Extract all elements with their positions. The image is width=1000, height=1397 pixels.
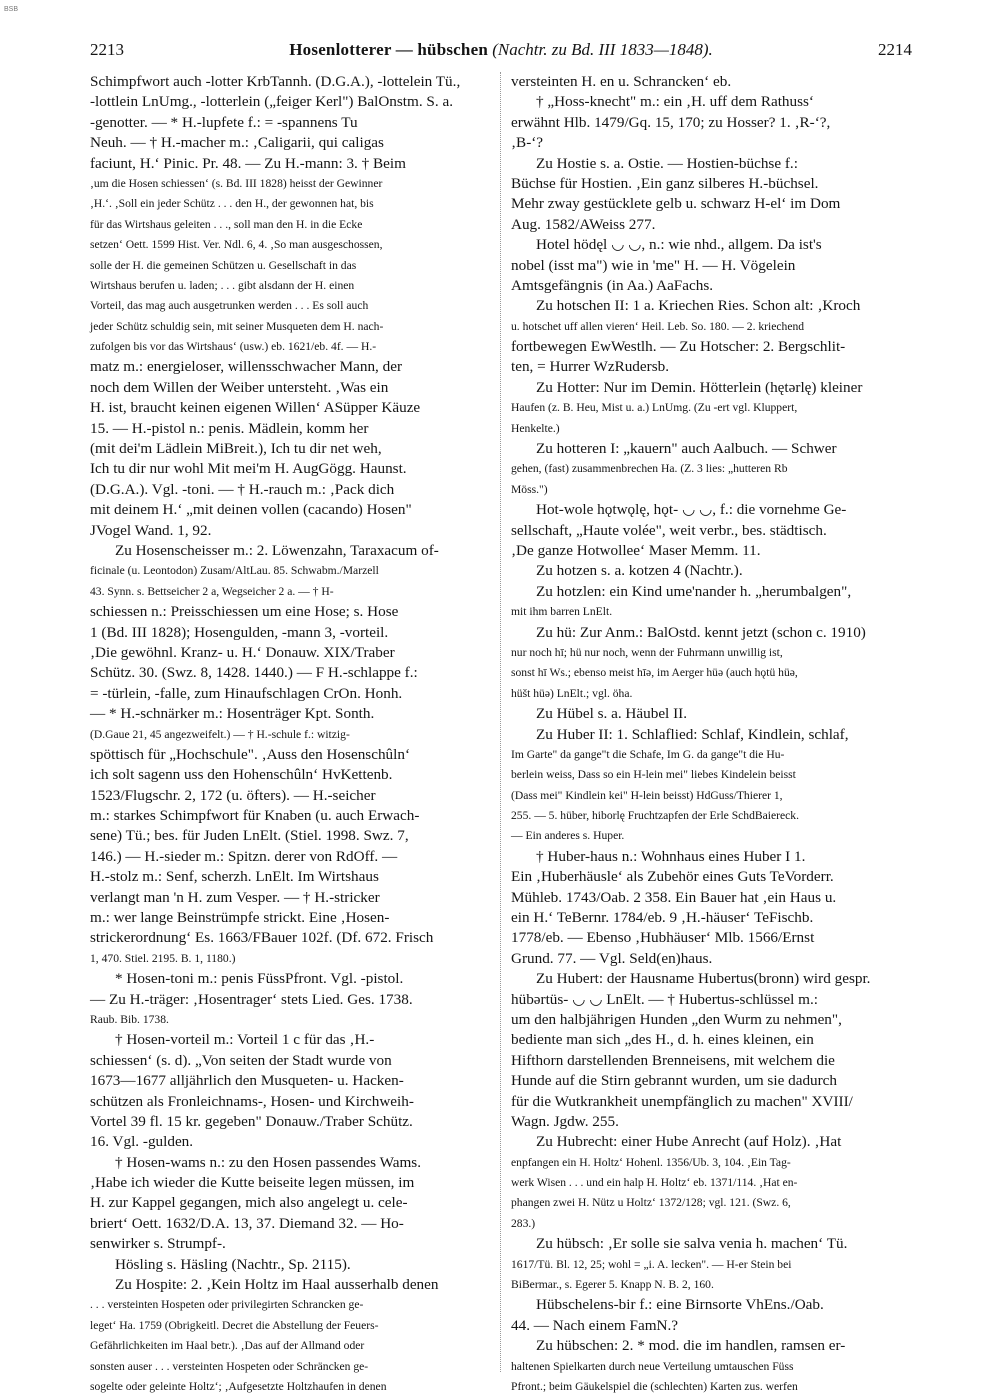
text-line: — Zu H.-träger: ‚Hosentrager‘ stets Lied. Ges. 1738. — [90, 990, 413, 1008]
text-line: Zu hotteren I: „kauern" auch Aalbuch. — Schwer — [536, 440, 837, 458]
text-line: setzen‘ Oett. 1599 Hist. Ver. Ndl. 6, 4. ‚So man ausgeschossen, — [90, 238, 383, 252]
text-line: Zu Huber II: 1. Schlaflied: Schlaf, Kindlein, schlaf, — [536, 725, 849, 743]
text-line: Mehr zway gestücklete gelb u. schwarz H-el‘ im Dom — [511, 195, 841, 213]
text-line: für das Wirtshaus geleiten . . ., soll man den H. in die Ecke — [90, 217, 363, 231]
text-line: verlangt man 'n H. zum Vesper. — † H.-stricker — [90, 888, 380, 906]
page-header — [90, 40, 912, 64]
library-stamp: BSB — [4, 6, 19, 13]
text-line: für die Wutkrankheit unempfänglich zu machen" XVIII/ — [511, 1092, 853, 1110]
text-line: Vortel 39 fl. 15 kr. gegeben" Donauw./Traber Schütz. — [90, 1112, 413, 1130]
text-line: Mühleb. 1743/Oab. 2 358. Ein Bauer hat ‚ein Haus u. — [511, 888, 837, 906]
text-line: Zu Hotter: Nur im Demin. Hötterlein (hętərlę) kleiner — [536, 378, 863, 396]
text-line: sellschaft, „Haute volée", weit verbr., bes. städtisch. — [511, 521, 827, 539]
text-line: ‚De ganze Hotwollee‘ Maser Memm. 11. — [511, 541, 761, 559]
text-line: 1617/Tü. Bl. 12, 25; wohl = „i. A. lecken". — H-er Stein bei — [511, 1257, 792, 1271]
text-line: senwirker s. Strumpf-. — [90, 1235, 226, 1253]
text-line: u. hotschet uff allen vieren‘ Heil. Leb. So. 180. — 2. kriechend — [511, 319, 805, 333]
text-line: — Ein anderes s. Huper. — [511, 829, 625, 843]
text-line: 16. Vgl. -gulden. — [90, 1133, 194, 1151]
text-line: Amtsgefängnis (in Aa.) AaFachs. — [511, 276, 714, 294]
text-line: Hotel hödęl ◡ ◡, n.: wie nhd., allgem. Da ist's — [536, 236, 822, 254]
running-title — [90, 40, 912, 60]
text-line: sogelte oder geleinte Holtz‘; ‚Aufgesetzte Holtzhaufen in denen — [90, 1380, 387, 1393]
text-line: 1523/Flugschr. 2, 172 (u. öfters). — H.-seicher — [90, 786, 376, 804]
text-line: Schimpfwort auch -lotter KrbTannh. (D.G.A.), -lottelein Tü., — [90, 73, 461, 90]
page-number-right: 2214 — [878, 40, 912, 59]
text-line: sonst hī Ws.; ebenso meist hīə, im Aerger hüə (auch hǫtü hüə, — [511, 666, 798, 680]
text-line: ten, = Hurrer WzRudersb. — [511, 358, 670, 376]
text-line: Büchse für Hostien. ‚Ein ganz silberes H.-büchsel. — [511, 174, 819, 192]
text-line: Hunde auf die Stirn gebrannt wurden, um sie dadurch — [511, 1072, 838, 1090]
text-line: Schütz. 30. (Swz. 8, 1428. 1440.) — F H.-schlappe f.: — [90, 664, 418, 682]
text-line: zufolgen bis vor das Wirtshaus‘ (usw.) eb. 1621/eb. 4f. — H.- — [90, 340, 377, 354]
text-line: erwähnt Hlb. 1479/Gq. 15, 170; zu Hosser? 1. ‚R-‘?, — [511, 113, 831, 131]
text-line: hübərtüs- ◡ ◡ LnElt. — † Hubertus-schlüssel m.: — [511, 990, 819, 1008]
column-divider — [500, 72, 501, 1372]
text-line: strickerordnung‘ Es. 1663/FBauer 102f. (Df. 672. Frisch — [90, 929, 434, 947]
text-line: 283.) — [511, 1216, 536, 1230]
text-line: spöttisch für „Hochschule". ‚Auss den Hosenschûln‘ — [90, 745, 411, 763]
text-line: Hübschelens-bir f.: eine Birnsorte VhEns./Oab. — [536, 1296, 824, 1314]
text-line: Wirtshaus berufen u. laden; . . . gibt alsdann der H. einen — [90, 278, 355, 292]
text-line: Gefährlichkeiten im Haal betr.). ‚Das auf der Allmand oder — [90, 1339, 365, 1353]
text-line: Neuh. — † H.-macher m.: ‚Caligarii, qui caligas — [90, 134, 384, 152]
right-column — [511, 72, 913, 1393]
text-line: ‚Die gewöhnl. Kranz- u. H.‘ Donauw. XIX/Traber — [90, 643, 395, 661]
text-line: Im Garte" da gange"t die Schafe, Im G. da gange"t die Hu- — [511, 747, 785, 761]
text-line: Hot-wole hǫtwǫlę, hǫt- ◡ ◡, f.: die vornehme Ge- — [536, 501, 847, 519]
text-line: phangen zwei H. Nütz u Holtz‘ 1372/128; vgl. 121. (Swz. 6, — [511, 1196, 791, 1210]
text-line: = -türlein, -falle, zum Hinaufschlagen CrOn. Honh. — [90, 684, 403, 702]
text-line: H. ist, braucht keinen eigenen Willen‘ ASüpper Käuze — [90, 399, 421, 417]
text-line: 146.) — H.-sieder m.: Spitzn. derer von RdOff. — — [90, 847, 398, 865]
text-line: (mit dei'm Lädlein MiBreit.), Ich tu dir net weh, — [90, 440, 382, 458]
text-line: — * H.-schnärker m.: Hosenträger Kpt. Sonth. — [90, 705, 375, 723]
text-line: † Huber-haus n.: Wohnhaus eines Huber I 1. — [536, 847, 806, 865]
text-line: Henkelte.) — [511, 421, 560, 435]
text-line: Zu hübsch: ‚Er solle sie salva venia h. machen‘ Tü. — [536, 1235, 848, 1253]
text-line: ‚B-‘? — [511, 134, 544, 152]
running-title-ref: (Nachtr. zu Bd. III 1833—1848). — [492, 40, 713, 59]
text-line: Zu hotzen s. a. kotzen 4 (Nachtr.). — [536, 562, 743, 580]
text-line: haltenen Spielkarten durch neue Verteilung umtauschen Füss — [511, 1359, 794, 1373]
text-line: versteinten H. en u. Schrancken‘ eb. — [511, 73, 732, 90]
text-line: Zu Hostie s. a. Ostie. — Hostien-büchse f.: — [536, 154, 798, 172]
running-title-main: Hosenlotterer — hübschen — [289, 40, 488, 59]
text-line: 44. — Nach einem FamN.? — [511, 1316, 679, 1334]
text-line: Möss.") — [511, 482, 548, 496]
text-line: briert‘ Oett. 1632/D.A. 13, 37. Diemand 32. — Ho- — [90, 1214, 404, 1232]
text-line: * Hosen-toni m.: penis FüssPfront. Vgl. -pistol. — [115, 970, 404, 988]
text-line: -genotter. — * H.-lupfete f.: = -spannens Tu — [90, 113, 358, 131]
text-line: 255. — 5. hüber, hiborlę Fruchtzapfen der Erle SchdBaiereck. — [511, 809, 799, 823]
text-line: JVogel Wand. 1, 92. — [90, 521, 212, 539]
text-line: enpfangen ein H. Holtz‘ Hohenl. 1356/Ub. 3, 104. ‚Ein Tag- — [511, 1155, 791, 1169]
left-column — [90, 72, 492, 1393]
text-line: Zu Hubert: der Hausname Hubertus(bronn) wird gespr. — [536, 970, 871, 988]
text-line: Zu hotzlen: ein Kind ume'nander h. „herumbalgen", — [536, 582, 852, 600]
text-line: ‚H.‘. ‚Soll ein jeder Schütz . . . den H., der gewonnen hat, bis — [90, 197, 374, 211]
text-line: werk Wisen . . . und ein halp H. Holtz‘ eb. 1371/114. ‚Hat en- — [511, 1176, 798, 1190]
text-line: † Hosen-vorteil m.: Vorteil 1 c für das ‚H.- — [115, 1031, 375, 1049]
text-line: solle der H. die gemeinen Schützen u. Gesellschaft in das — [90, 258, 357, 272]
text-line: BiBermar., s. Egerer 5. Knapp N. B. 2, 160. — [511, 1278, 714, 1292]
text-line: um den halbjährigen Hunden „den Wurm zu nehmen", — [511, 1010, 842, 1028]
text-line: Hösling s. Häsling (Nachtr., Sp. 2115). — [115, 1255, 351, 1273]
text-line: Grund. 77. — Vgl. Seld(en)haus. — [511, 949, 713, 967]
text-line: Haufen (z. B. Heu, Mist u. a.) LnUmg. (Zu -ert vgl. Kluppert, — [511, 401, 798, 415]
text-line: 1673—1677 alljährlich den Musqueten- u. Hacken- — [90, 1072, 404, 1090]
text-line: Zu hübschen: 2. * mod. die im handlen, ramsen er- — [536, 1337, 846, 1355]
text-line: ‚um die Hosen schiessen‘ (s. Bd. III 1828) heisst der Gewinner — [90, 176, 383, 190]
text-line: gehen, (fast) zusammenbrechen Ha. (Z. 3 lies: „hutteren Rb — [511, 462, 788, 476]
text-line: sonsten auser . . . versteinten Hospeten oder Schräncken ge- — [90, 1359, 369, 1373]
text-line: ‚Habe ich wieder die Kutte beiseite legen müssen, im — [90, 1174, 415, 1192]
text-line: faciunt, H.‘ Pinic. Pr. 48. — Zu H.-mann: 3. † Beim — [90, 154, 406, 172]
text-line: nobel (isst ma") wie in 'me" H. — H. Vögelein — [511, 256, 796, 274]
text-line: † Hosen-wams n.: zu den Hosen passendes Wams. — [115, 1153, 421, 1171]
text-line: ich solt sagenn uss den Hohenschûln‘ HvKettenb. — [90, 766, 393, 784]
text-line: leget‘ Ha. 1759 (Obrigkeitl. Decret die Abstellung der Feuers- — [90, 1318, 379, 1332]
text-line: Zu Hosenscheisser m.: 2. Löwenzahn, Taraxacum of- — [115, 541, 439, 559]
text-line: -lottlein LnUmg., -lotterlein („feiger Kerl") BalOnstm. S. a. — [90, 93, 454, 111]
text-line: Zu Hospite: 2. ‚Kein Holtz im Haal ausserhalb denen — [115, 1276, 439, 1294]
text-line: † „Hoss-knecht" m.: ein ‚H. uff dem Rathuss‘ — [536, 93, 814, 111]
text-line: hüšt hüə) LnElt.; vgl. öha. — [511, 686, 633, 700]
text-line: schiessen‘ (s. d). „Von seiten der Stadt wurde von — [90, 1051, 392, 1069]
text-line: m.: wer lange Beinstrümpfe strickt. Eine ‚Hosen- — [90, 909, 390, 927]
text-line: H. zur Kappel gegangen, mich also angelegt u. cele- — [90, 1194, 408, 1212]
text-line: schützen als Fronleichnams-, Hosen- und Kirchweih- — [90, 1092, 414, 1110]
text-line: noch dem Willen der Weiber untersteht. ‚Was ein — [90, 378, 389, 396]
text-line: (D.G.A.). Vgl. -toni. — † H.-rauch m.: ‚Pack dich — [90, 480, 395, 498]
text-line: (D.Gaue 21, 45 angezweifelt.) — † H.-schule f.: witzig- — [90, 727, 350, 741]
text-line: 15. — H.-pistol n.: penis. Mädlein, komm her — [90, 419, 369, 437]
text-line: Zu hotschen II: 1 a. Kriechen Ries. Schon alt: ‚Kroch — [536, 297, 861, 315]
text-line: Vorteil, das mag auch ausgetrunken werden . . . Es soll auch — [90, 299, 369, 313]
text-line: jeder Schütz schuldig sein, mit seiner Musqueten dem H. nach- — [90, 319, 384, 333]
text-line: Aug. 1582/AWeiss 277. — [511, 215, 656, 233]
text-line: schiessen n.: Preisschiessen um eine Hose; s. Hose — [90, 603, 399, 621]
text-line: m.: starkes Schimpfwort für Knaben (u. auch Erwach- — [90, 807, 420, 825]
text-line: mit deinem H.‘ „mit deinen vollen (cacando) Hosen" — [90, 501, 412, 519]
text-line: sene) Tü.; bes. für Juden LnElt. (Stiel. 1998. Swz. 7, — [90, 827, 409, 845]
text-line: nur noch hī; hü nur noch, wenn der Fuhrmann unwillig ist, — [511, 645, 783, 659]
text-line: Raub. Bib. 1738. — [90, 1012, 169, 1026]
text-line: Wagn. Jgdw. 255. — [511, 1112, 619, 1130]
text-line: Zu hü: Zur Anm.: BalOstd. kennt jetzt (schon c. 1910) — [536, 623, 866, 641]
text-line: Ein ‚Huberhäusle‘ als Zubehör eines Guts TeVorderr. — [511, 868, 834, 886]
text-line: 1778/eb. — Ebenso ‚Hubhäuser‘ Mlb. 1566/Ernst — [511, 929, 815, 947]
text-line: 43. Synn. s. Bettseicher 2 a, Wegseicher 2 a. — † H- — [90, 584, 334, 598]
text-line: Zu Hübel s. a. Häubel II. — [536, 705, 687, 723]
text-line: Zu Hubrecht: einer Hube Anrecht (auf Holz). ‚Hat — [536, 1133, 842, 1151]
text-line: Hifthorn darstellenden Brenneisens, mit welchem die — [511, 1051, 835, 1069]
text-line: (Dass mei" Kindlein kei" H-lein beisst) HdGuss/Thierer 1, — [511, 788, 783, 802]
page-number-left: 2213 — [90, 40, 124, 59]
text-line: berlein weiss, Dass so ein H-lein mei" liebes Kindelein beisst — [511, 768, 796, 782]
text-line: . . . versteinten Hospeten oder privilegirten Schrancken ge- — [90, 1298, 364, 1312]
text-line: ficinale (u. Leontodon) Zusam/AltLau. 85. Schwabm./Marzell — [90, 564, 379, 578]
text-line: H.-stolz m.: Senf, scherzh. LnElt. Im Wirtshaus — [90, 868, 379, 886]
text-line: Pfront.; beim Gäukelspiel die (schlechten) Karten zus. werfen — [511, 1380, 798, 1393]
text-line: fortbewegen EwWestlh. — Zu Hotscher: 2. Bergschlit- — [511, 338, 846, 356]
text-line: 1 (Bd. III 1828); Hosengulden, -mann 3, -vorteil. — [90, 623, 389, 641]
text-line: mit ihm barren LnElt. — [511, 605, 613, 619]
text-line: 1, 470. Stiel. 2195. B. 1, 1180.) — [90, 951, 236, 965]
text-line: ein H.‘ TeBernr. 1784/eb. 9 ‚H.-häuser‘ TeFischb. — [511, 909, 814, 927]
text-line: matz m.: energieloser, willensschwacher Mann, der — [90, 358, 403, 376]
text-line: bediente man sich „des H., d. h. eines kleinen, ein — [511, 1031, 814, 1049]
text-line: Ich tu dir nur wohl Mit mei'm H. AugGögg. Haunst. — [90, 460, 407, 478]
